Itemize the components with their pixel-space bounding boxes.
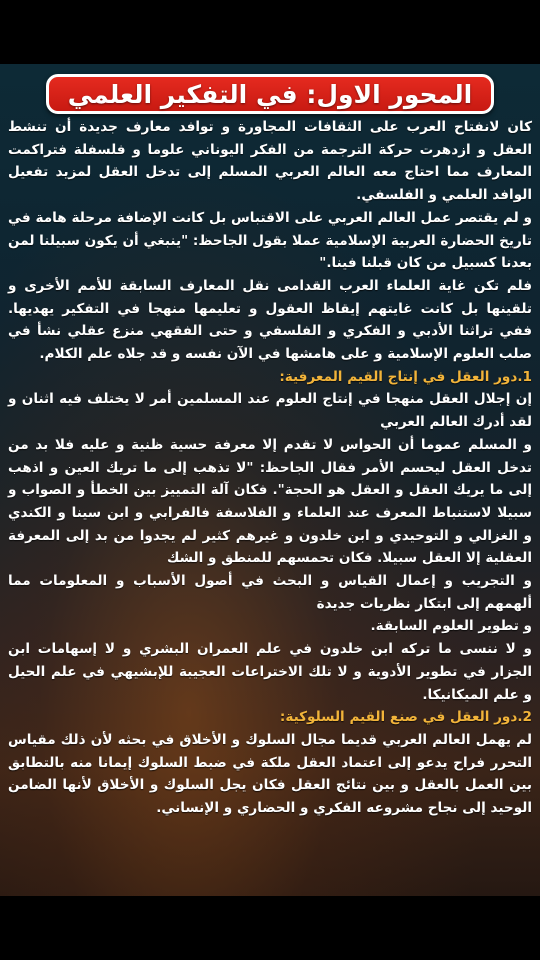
intro-paragraph-2: و لم يقتصر عمل العالم العربي على الاقتباس بل كانت الإضافة مرحلة هامة في تاريخ الحضارة العربية الإسلامية عملا بقول الجاحظ: "ينبغي أن يكون سبيلنا لمن بعدنا كسبيل من كان قبلنا فينا.": [8, 209, 532, 272]
intro-paragraph-1: كان لانفتاح العرب على الثقافات المجاورة و توافد معارف جديدة أن تنشط العقل و ازدهرت حركة الترجمة من الفكر اليوناني علوما و فلسفلة فتراكمت المعارف مما احتاج معه العالم العربي المسلم إلى تدخل العقل لمزيد تفعيل الوافد العلمي و الفلسفي.: [8, 119, 532, 204]
section-2-paragraph-1: لم يهمل العالم العربي قديما مجال السلوك و الأخلاق في بحثه لأن ذلك مقياس التحرر فراح يدعو إلى اعتماد العقل ملكة في ضبط السلوك إيمانا منه بالتطابق بين العمل بالعقل و بين نتائج العقل فكان يجل السلوك و الأخلاق لأنها الضامن الوحيد إلى نجاح مشروعه الفكري و الحضاري و الإنساني.: [8, 731, 532, 817]
section-1-paragraph-1: إن إجلال العقل منهجا في إنتاج العلوم عند المسلمين أمر لا يختلف فيه اثنان و لقد أدرك العالم العربي: [8, 391, 532, 431]
section-1-paragraph-2: و المسلم عموما أن الحواس لا تقدم إلا معرفة حسية ظنية و عليه فلا بد من تدخل العقل ليحسم الأمر فقال الجاحظ: "لا تذهب إلى ما تريك العين و اذهب إلى ما يريك العقل و العقل هو الحجة". فكان آلة التمييز بين الخطأ و الصواب و سبيلا لاستنباط المعرف عند العلماء و الفلاسفة فالفرابي و ابن سينا و الكندي و الغزالي و التوحيدي و ابن خلدون و غيرهم كثير لم يجدوا من بد إلى المعرفة العقلية إلا العقل سبيلا. فكان تحمسهم للمنطق و الشك: [8, 436, 532, 567]
article-body: [8, 116, 532, 820]
section-2-heading: 2.دور العقل في صنع القيم السلوكية:: [279, 709, 532, 726]
poster-title: المحور الاول: في التفكير العلمي: [67, 79, 473, 109]
title-banner: [46, 74, 494, 114]
section-1-paragraph-5: و لا ننسى ما تركه ابن خلدون في علم العمران البشري و لا إسهامات ابن الجزار في تطوير الأدوية و لا تلك الاختراعات العجيبة للإبشيهي في علم الحيل و علم الميكانيكا.: [8, 641, 532, 703]
poster: [0, 64, 540, 896]
section-1-paragraph-3: و التجريب و إعمال القياس و البحث في أصول الأسباب و المعلومات مما ألهمهم إلى ابتكار نظريات جديدة: [8, 573, 532, 612]
section-1-paragraph-4: و تطوير العلوم السابقة.: [370, 618, 532, 635]
section-1-heading: 1.دور العقل في إنتاج القيم المعرفية:: [279, 368, 532, 385]
intro-paragraph-3: فلم تكن غاية العلماء العرب القدامى نقل المعارف السابقة للأمم الأخرى و تلقينها بل كانت غايتهم إيقاظ العقول و تعليمها منهجا في التفكير يهديها. ففي تراثنا الأدبي و الفكري و الفلسفي و حتى الفقهي منزع عقلي نشأ في صلب العلوم الإسلامية و على هامشها في الآن نفسه و قد جلاه علم الكلام.: [8, 277, 532, 363]
